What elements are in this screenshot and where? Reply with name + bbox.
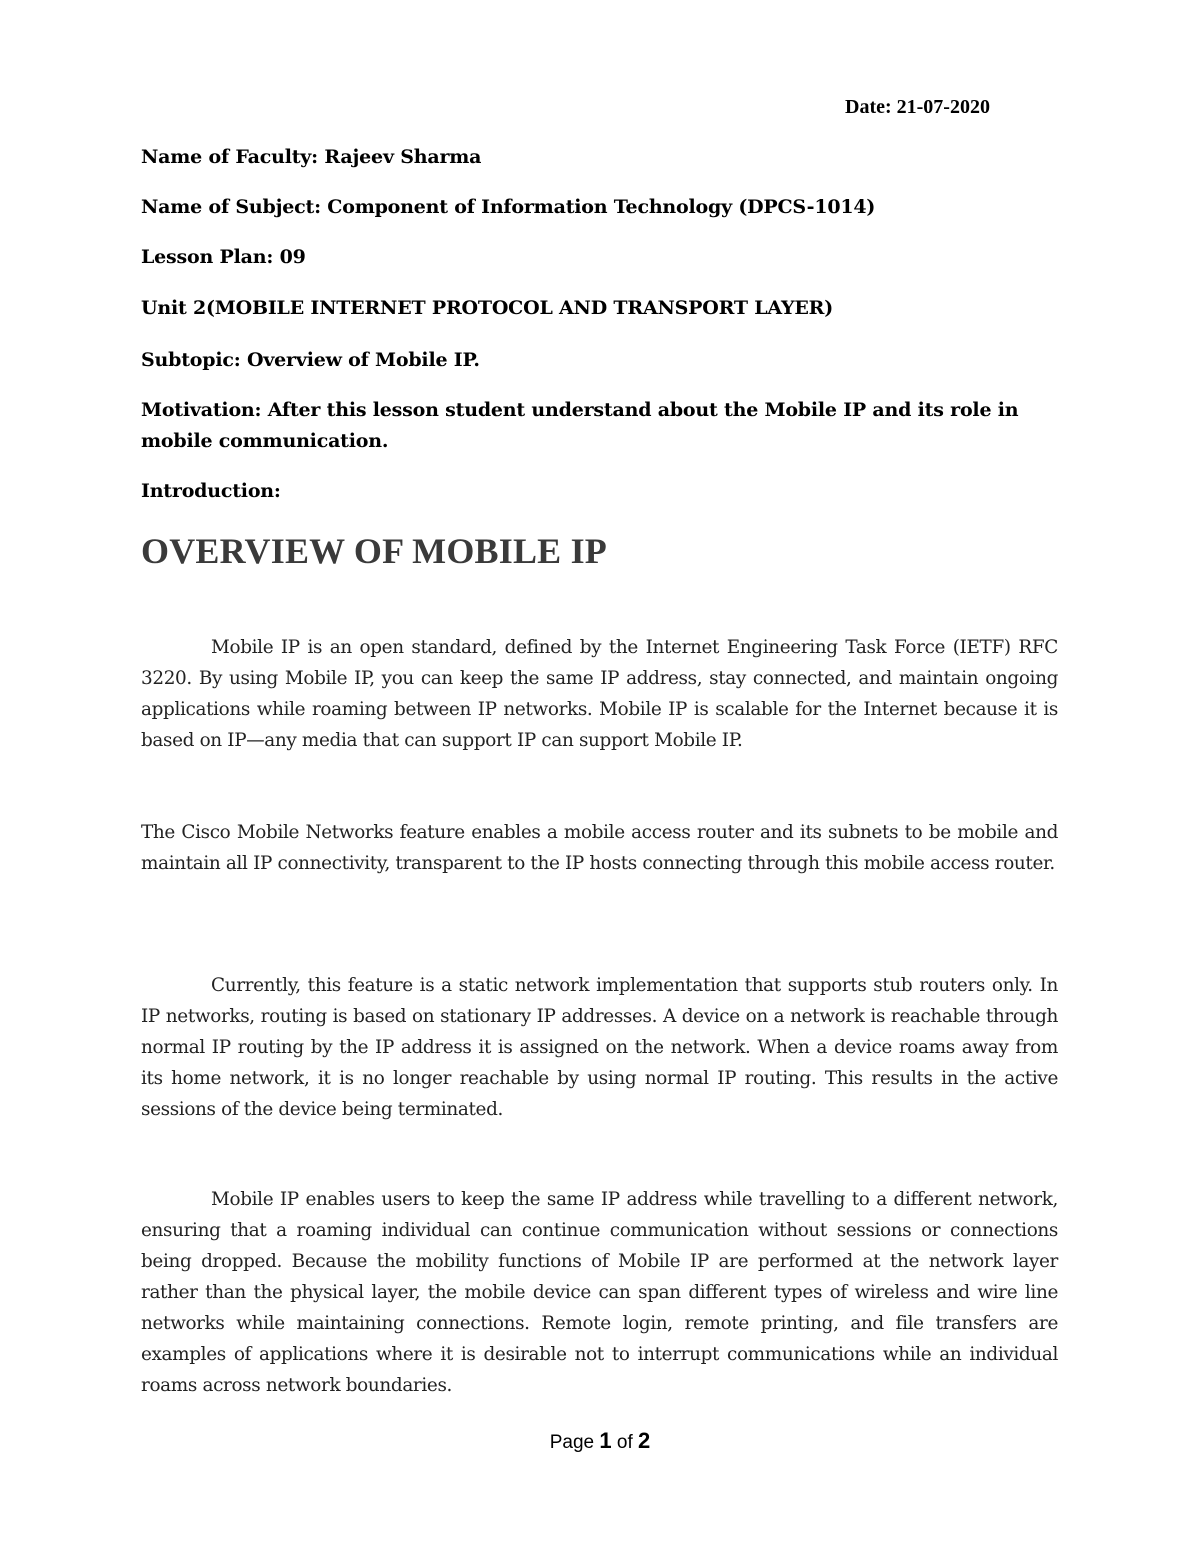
paragraph-1: Mobile IP is an open standard, defined by the Internet Engineering Task Force (IETF) RFC 3220. By using Mobile IP, you can keep the same IP address, stay connected, and maintain ongoing applications while roaming between IP networks. Mobile IP is scalable for the Internet because it is based on IP—any media that can support IP can support Mobile IP. [141, 637, 1058, 751]
page-current: 1 [599, 1428, 612, 1453]
introduction-label: Introduction: [141, 480, 281, 502]
faculty-name: Name of Faculty: Rajeev Sharma [141, 146, 482, 168]
subtopic: Subtopic: Overview of Mobile IP. [141, 349, 480, 371]
unit-title: Unit 2(MOBILE INTERNET PROTOCOL AND TRANSPORT LAYER) [141, 297, 834, 319]
page-total: 2 [638, 1428, 651, 1453]
page-number-footer [0, 1428, 1200, 1454]
of-label: of [616, 1432, 633, 1453]
document-date: Date: 21-07-2020 [845, 96, 990, 118]
paragraph-3: Currently, this feature is a static network implementation that supports stub routers only. In IP networks, routing is based on stationary IP addresses. A device on a network is reachable through normal IP routing by the IP address it is assigned on the network. When a device roams away from its home network, it is no longer reachable by using normal IP routing. This results in the active sessions of the device being terminated. [141, 975, 1058, 1120]
lesson-plan: Lesson Plan: 09 [141, 246, 306, 268]
subject-name: Name of Subject: Component of Information Technology (DPCS-1014) [141, 196, 876, 218]
motivation: Motivation: After this lesson student understand about the Mobile IP and its role in mobile communication. [141, 399, 1019, 452]
page-label: Page [549, 1432, 595, 1453]
paragraph-2: The Cisco Mobile Networks feature enables a mobile access router and its subnets to be mobile and maintain all IP connectivity, transparent to the IP hosts connecting through this mobile access router. [141, 822, 1058, 874]
paragraph-4: Mobile IP enables users to keep the same IP address while travelling to a different network, ensuring that a roaming individual can continue communication without sessions or connections being dropped. Because the mobility functions of Mobile IP are performed at the network layer rather than the physical layer, the mobile device can span different types of wireless and wire line networks while maintaining connections. Remote login, remote printing, and file transfers are examples of applications where it is desirable not to interrupt communications while an individual roams across network boundaries. [141, 1189, 1058, 1396]
section-heading: OVERVIEW OF MOBILE IP [141, 531, 607, 571]
